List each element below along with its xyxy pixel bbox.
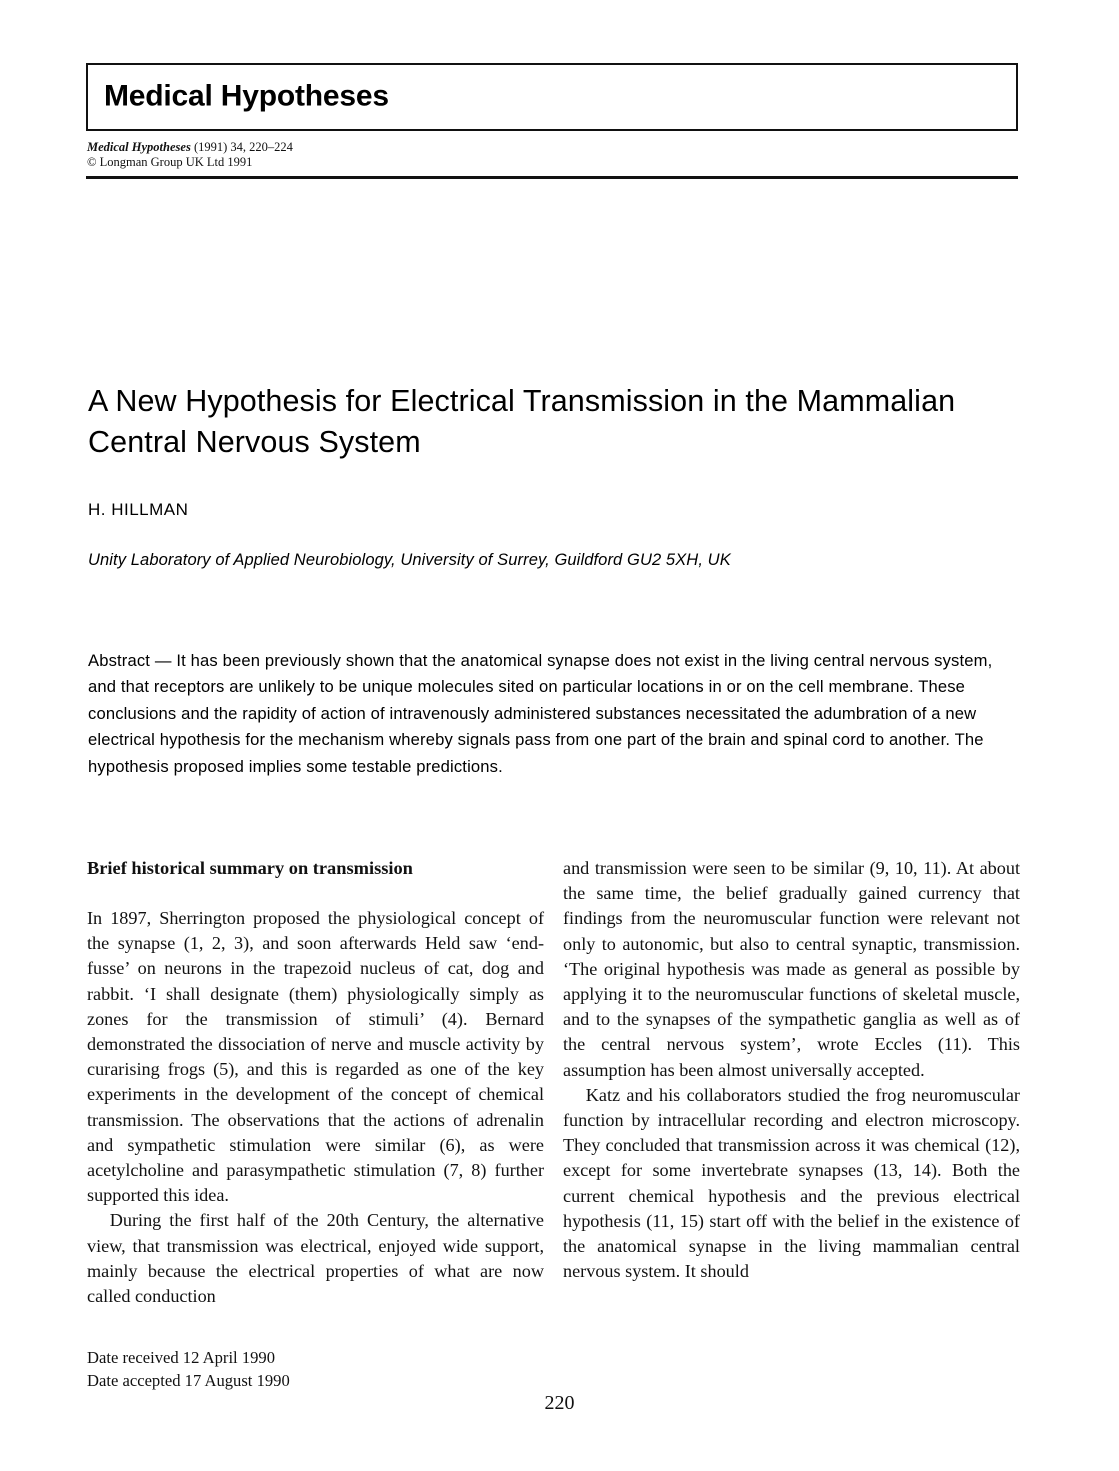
body-column-left (87, 856, 544, 1309)
article-abstract: Abstract — It has been previously shown that the anatomical synapse does not exist in the living central nervous system, and that receptors are unlikely to be unique molecules sited on particular locations in or on the cell membrane. These conclusions and the rapidity of action of intravenously administered substances necessitated the adumbration of a new electrical hypothesis for the mechanism whereby signals pass from one part of the brain and spinal cord to another. The hypothesis proposed implies some testable predictions. (88, 651, 993, 776)
section-heading: Brief historical summary on transmission (87, 858, 413, 878)
paragraph: Katz and his collaborators studied the frog neuromuscular function by intracellular recording and electron microscopy. They concluded that transmission across it was chemical (12), except for some invertebrate synapses (13, 14). Both the current chemical hypothesis and the previous electrical hypothesis (11, 15) start off with the belief in the existence of the anatomical synapse in the living mammalian central nervous system. It should (563, 1084, 1020, 1282)
journal-masthead-title: Medical Hypotheses (104, 79, 389, 113)
article-affiliation: Unity Laboratory of Applied Neurobiology, University of Surrey, Guildford GU2 5XH, UK (88, 551, 731, 569)
journal-masthead-box (86, 63, 1018, 131)
header-divider-rule (86, 176, 1018, 179)
citation-volume-pages: (1991) 34, 220–224 (190, 140, 293, 154)
journal-citation-block (87, 140, 293, 170)
date-received: Date received 12 April 1990 (87, 1348, 276, 1367)
paragraph: In 1897, Sherrington proposed the physiological concept of the synapse (1, 2, 3), and soon afterwards Held saw ‘end-fusse’ on neurons in the trapezoid nucleus of cat, dog and rabbit. ‘I shall designate (them) physiologically simply as zones for the transmission of stimuli’ (4). Bernard demonstrated the dissociation of nerve and muscle activity by curarising frogs (5), and this is regarded as one of the key experiments in the development of the concept of chemical transmission. The observations that the actions of adrenalin and sympathetic stimulation were similar (6), as were acetylcholine and parasympathetic stimulation (7, 8) further supported this idea. (87, 908, 544, 1206)
citation-line (87, 140, 293, 155)
date-accepted: Date accepted 17 August 1990 (87, 1371, 290, 1390)
paragraph: and transmission were seen to be similar (9, 10, 11). At about the same time, the belief gradually gained currency that findings from the neuromuscular function were relevant not only to autonomic, but also to central synaptic, transmission. ‘The original hypothesis was made as general as possible by applying it to the neuromuscular functions of skeletal muscle, and to the synapses of the sympathetic ganglia as well as of the central nervous system’, wrote Eccles (11). This assumption has been almost universally accepted. (563, 858, 1020, 1080)
copyright-line: © Longman Group UK Ltd 1991 (87, 155, 253, 169)
paragraph: During the first half of the 20th Century, the alternative view, that transmission was electrical, enjoyed wide support, mainly because the electrical properties of what are now called conduction (87, 1210, 544, 1307)
page-number: 220 (544, 1392, 575, 1414)
article-title: A New Hypothesis for Electrical Transmission in the Mammalian Central Nervous System (88, 384, 956, 460)
article-author: H. HILLMAN (88, 500, 189, 519)
citation-journal-name: Medical Hypotheses (87, 140, 191, 154)
body-column-right (563, 856, 1020, 1284)
submission-dates (87, 1346, 290, 1392)
